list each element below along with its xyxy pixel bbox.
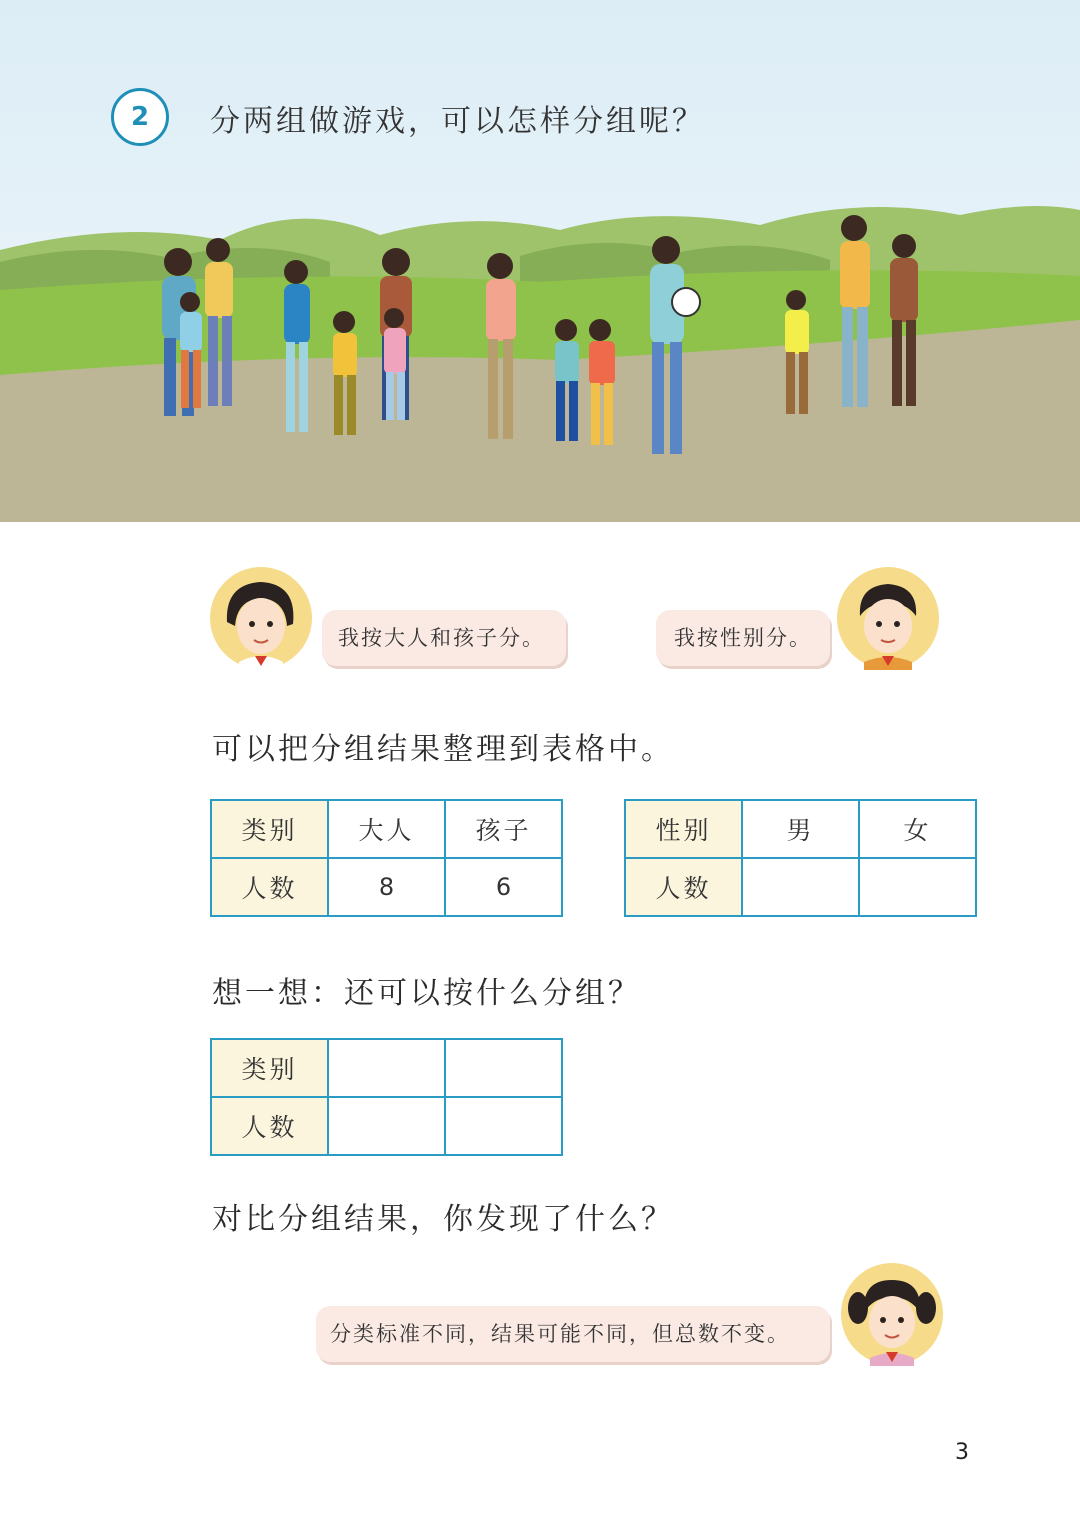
- table-header-cell: 男: [742, 800, 859, 858]
- table-adult-child: [210, 799, 563, 917]
- conclusion-speech-bubble: [316, 1306, 830, 1362]
- table-header-cell: 性别: [625, 800, 742, 858]
- table-row: [625, 800, 976, 858]
- girl-speech-text: 我按大人和孩子分。: [338, 626, 545, 650]
- table-header-cell: 类别: [211, 1039, 328, 1097]
- table-blank: [210, 1038, 563, 1156]
- page-number: 3: [955, 1440, 969, 1465]
- problem-question: 分两组做游戏，可以怎样分组呢？: [210, 104, 705, 139]
- table-cell-blank[interactable]: [445, 1097, 562, 1155]
- table-row-label: 人数: [211, 1097, 328, 1155]
- table-cell-blank[interactable]: [445, 1039, 562, 1097]
- girl-speech-bubble: [322, 610, 566, 666]
- table-cell-children: 6: [445, 858, 562, 916]
- table-row: [211, 858, 562, 916]
- table-cell-adults: 8: [328, 858, 445, 916]
- table-row: [211, 1039, 562, 1097]
- compare-prompt: 对比分组结果，你发现了什么？: [212, 1202, 674, 1237]
- table-header-cell: 孩子: [445, 800, 562, 858]
- park-scene-illustration: [0, 0, 1080, 522]
- table-cell-female-blank[interactable]: [859, 858, 976, 916]
- boy-speech-bubble: [656, 610, 830, 666]
- think-prompt: 想一想：还可以按什么分组？: [212, 976, 641, 1011]
- table-cell-blank[interactable]: [328, 1097, 445, 1155]
- table-row: [625, 858, 976, 916]
- table-row-label: 人数: [211, 858, 328, 916]
- table-cell-male-blank[interactable]: [742, 858, 859, 916]
- table-header-cell: 类别: [211, 800, 328, 858]
- table-row: [211, 800, 562, 858]
- girl-pigtails-avatar: [840, 1262, 944, 1366]
- table-cell-blank[interactable]: [328, 1039, 445, 1097]
- problem-number-badge: 2: [111, 88, 169, 146]
- table-row: [211, 1097, 562, 1155]
- table-header-cell: 女: [859, 800, 976, 858]
- table-header-cell: 大人: [328, 800, 445, 858]
- boy-speech-text: 我按性别分。: [674, 626, 812, 650]
- girl-avatar: [209, 566, 313, 670]
- instruction-text: 可以把分组结果整理到表格中。: [212, 732, 674, 767]
- conclusion-text: 分类标准不同，结果可能不同，但总数不变。: [330, 1322, 790, 1346]
- boy-avatar: [836, 566, 940, 670]
- table-gender: [624, 799, 977, 917]
- table-row-label: 人数: [625, 858, 742, 916]
